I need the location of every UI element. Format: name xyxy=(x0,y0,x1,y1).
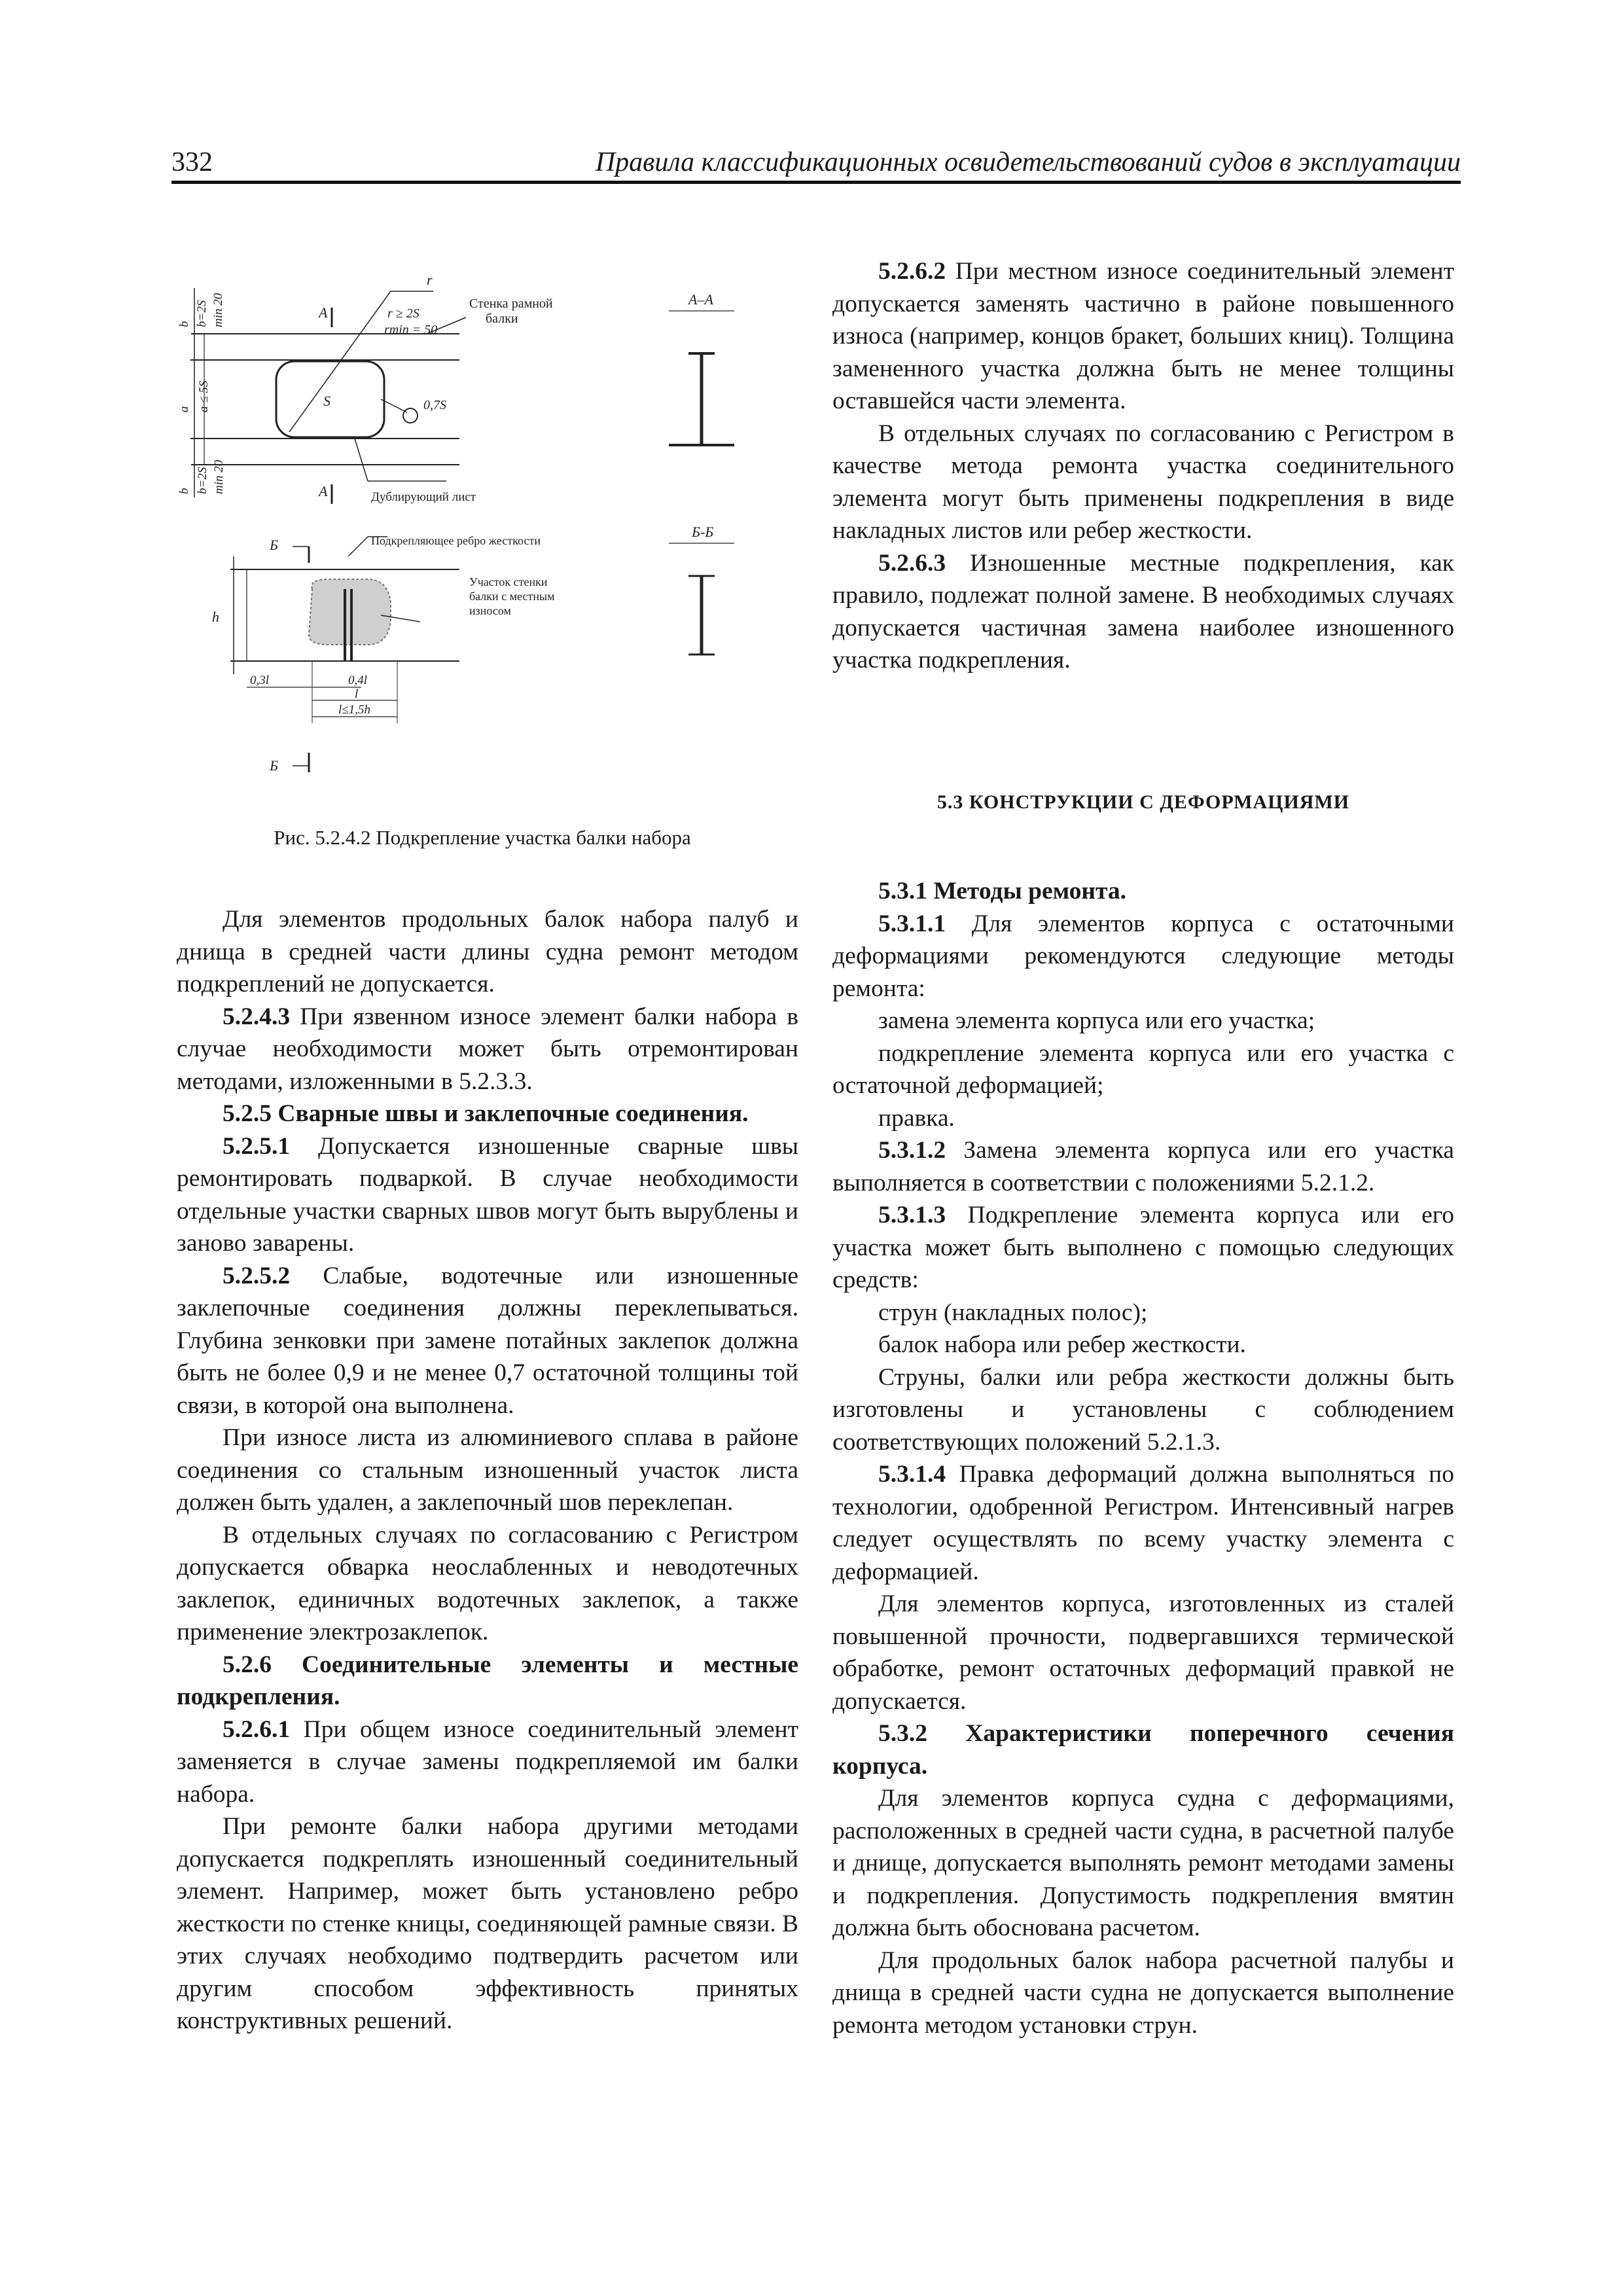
section-title: 5.3 КОНСТРУКЦИИ С ДЕФОРМАЦИЯМИ xyxy=(936,791,1350,813)
label-A1: A xyxy=(319,304,328,321)
label-weld: 0,7S xyxy=(423,398,446,412)
right-column-bottom xyxy=(832,875,1454,2041)
label-rmin: rmin = 50 xyxy=(384,323,438,337)
paragraph: В отдельных случаях по согласованию с Регистром в качестве метода ремонта участка соединительного элемента могут быть применены подкрепления в виде накладных листов или ребер жесткости. xyxy=(832,420,1454,544)
paragraph: В отдельных случаях по согласованию с Регистром допускается обварка неослабленных и неводотечных заклепок, единичных водотечных заклепок, а также применение электрозаклепок. xyxy=(177,1521,798,1645)
label-b2s-bot: b=2S xyxy=(196,467,209,494)
label-a: a xyxy=(177,406,191,412)
list-item: балок набора или ребер жесткости. xyxy=(878,1331,1246,1358)
label-0-4l: 0,4l xyxy=(348,673,368,687)
paragraph: 5.3.1.4 Правка деформаций должна выполняться по технологии, одобренной Регистром. Интенсивный нагрев следует осуществлять по всему участку элемента с деформацией. xyxy=(832,1461,1454,1585)
list-item: замена элемента корпуса или его участка; xyxy=(878,1007,1315,1034)
list-item: правка. xyxy=(878,1104,955,1132)
paragraph: При ремонте балки набора другими методами допускается подкреплять изношенный соединительный элемент. Например, может быть установлено ребро жесткости по стенке кницы, соединяющей рамные связи. В этих случаях необходимо подтвердить расчетом или другим способом эффективность принятых конструктивных решений. xyxy=(177,1813,798,2034)
label-area-2: балки с местным xyxy=(469,590,555,603)
list-item: подкрепление элемента корпуса или его участка с остаточной деформацией; xyxy=(832,1039,1454,1099)
label-min20-top: min 20 xyxy=(211,293,225,327)
label-AA: A–A xyxy=(688,291,713,308)
figure-caption: Рис. 5.2.4.2 Подкрепление участка балки набора xyxy=(274,826,691,849)
label-l: l xyxy=(355,687,359,701)
paragraph: При износе листа из алюминиевого сплава в районе соединения со стальным изношенный участок листа должен быть удален, а заклепочный шов переклепан. xyxy=(177,1424,798,1516)
label-h: h xyxy=(212,609,219,625)
paragraph: 5.3.1.1 Для элементов корпуса с остаточными деформациями рекомендуются следующие методы ремонта: xyxy=(832,910,1454,1002)
label-b-bot: b xyxy=(177,488,191,494)
label-A2: A xyxy=(319,483,328,499)
label-doubler: Дублирующий лист xyxy=(371,490,476,504)
label-area-3: износом xyxy=(469,604,511,617)
header-rule xyxy=(171,181,1461,184)
label-r-ge: r ≥ 2S xyxy=(387,306,419,321)
label-r: r xyxy=(427,272,433,288)
paragraph: Для элементов корпуса судна с деформациями, расположенных в средней части судна, в расчетной палубе и днище, допускается выполнять ремонт методами замены и подкрепления. Допустимость подкрепления вмятин должна быть обоснована расчетом. xyxy=(832,1785,1454,1941)
running-title: Правила классификационных освидетельствований судов в эксплуатации xyxy=(595,147,1461,177)
section-heading: 5.2.5 Сварные швы и заклепочные соединения. xyxy=(223,1100,749,1127)
section-heading: 5.3.1 Методы ремонта. xyxy=(878,878,1127,905)
label-B1: Б xyxy=(270,537,278,553)
paragraph: 5.3.1.2 Замена элемента корпуса или его участка выполняется в соответствии с положениями 5.2.1.2. xyxy=(832,1137,1454,1196)
paragraph: Для элементов продольных балок набора палуб и днища в средней части длины судна ремонт методом подкреплений не допускается. xyxy=(177,906,798,997)
beam-reinforcement-figure xyxy=(171,249,774,785)
page-number: 332 xyxy=(171,147,213,177)
label-b-top: b xyxy=(177,321,191,327)
paragraph: Для продольных балок набора расчетной палубы и днища в средней части судна не допускается выполнение ремонта методом установки струн. xyxy=(832,1946,1454,2039)
paragraph: 5.2.4.3 При язвенном износе элемент балки набора в случае необходимости может быть отремонтирован методами, изложенными в 5.2.3.3. xyxy=(177,1003,798,1095)
label-b2s-top: b=2S xyxy=(195,300,209,327)
label-S: S xyxy=(323,393,330,409)
paragraph: 5.2.6.2 При местном износе соединительный элемент допускается заменять частично в районе повышенного износа (например, концов бракет, больших книц). Толщина замененного участка должна быть не менее толщины оставшейся части элемента. xyxy=(832,258,1454,414)
section-heading: 5.2.6 Соединительные элементы и местные подкрепления. xyxy=(177,1651,798,1710)
paragraph: 5.3.1.3 Подкрепление элемента корпуса или его участка может быть выполнено с помощью следующих средств: xyxy=(832,1202,1454,1293)
left-column xyxy=(177,903,798,2037)
label-l-le: l≤1,5h xyxy=(338,703,370,717)
label-web-frame-2: балки xyxy=(486,312,518,326)
right-column-top xyxy=(832,255,1454,677)
label-min20-bot: min 20 xyxy=(212,459,226,494)
paragraph: Для элементов корпуса, изготовленных из сталей повышенной прочности, подвергавшихся термической обработке, ремонт остаточных деформаций правкой не допускается. xyxy=(832,1590,1454,1715)
paragraph: 5.2.6.1 При общем износе соединительный элемент заменяется в случае замены подкрепляемой им балки набора. xyxy=(177,1715,798,1808)
label-stiffener: Подкрепляющее ребро жесткости xyxy=(371,534,541,547)
label-B2: Б xyxy=(270,757,278,774)
paragraph: 5.2.5.1 Допускается изношенные сварные швы ремонтировать подваркой. В случае необходимости отдельные участки сварных швов могут быть вырублены и заново заварены. xyxy=(177,1132,798,1257)
paragraph: 5.2.6.3 Изношенные местные подкрепления, как правило, подлежат полной замене. В необходимых случаях допускается частичная замена наиболее изношенного участка подкрепления. xyxy=(832,549,1454,673)
label-web-frame: Стенка рамной xyxy=(469,296,553,311)
label-a5s: a ≤ 5S xyxy=(197,380,211,412)
paragraph: Струны, балки или ребра жесткости должны быть изготовлены и установлены с соблюдением соответствующих положений 5.2.1.3. xyxy=(832,1363,1454,1456)
paragraph: 5.2.5.2 Слабые, водотечные или изношенные заклепочные соединения должны переклепываться. Глубина зенковки при замене потайных заклепок должна быть не более 0,9 и не менее 0,7 остаточной толщины той связи, в которой она выполнена. xyxy=(177,1262,798,1419)
label-BB: Б-Б xyxy=(692,524,714,540)
section-heading: 5.3.2 Характеристики поперечного сечения корпуса. xyxy=(832,1720,1454,1780)
list-item: струн (накладных полос); xyxy=(878,1299,1148,1326)
label-0-3l: 0,3l xyxy=(250,673,270,687)
label-area-1: Участок стенки xyxy=(469,575,548,588)
